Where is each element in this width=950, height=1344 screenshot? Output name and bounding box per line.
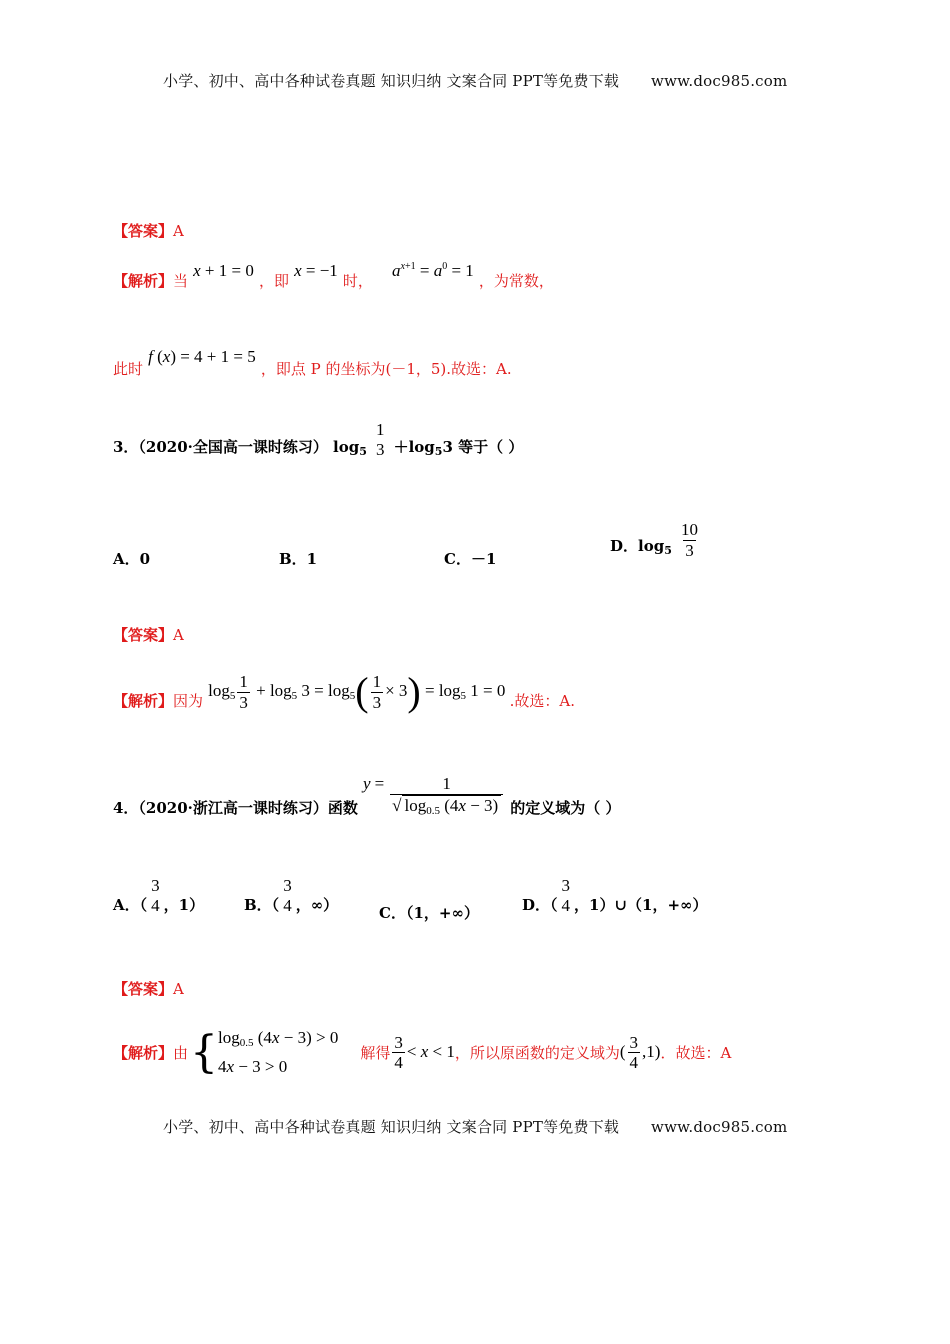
q4-inequality: $\frac{3}{4}$ < x < 1 (394, 1032, 455, 1073)
q4-answer (113, 978, 184, 999)
q3-option-a[interactable]: A．0 (113, 550, 151, 568)
header-url[interactable]: www.doc985.com (651, 72, 788, 90)
q4-option-d-label: D．（ (522, 896, 558, 915)
q4-option-d-tail: ，1）∪（1，+∞） (574, 896, 708, 915)
q2-analysis-line2 (113, 346, 512, 378)
text-yinwei: 因为 (173, 691, 204, 710)
q4-function: y = $\frac{1}{√ \log_{0.5} (4x - 3)}$ (363, 774, 505, 817)
q3-frac-1-3: 1 3 (375, 420, 385, 459)
q4-analysis: 【解析】 由 { $\log_{0.5} (4x - 3) > 0$ 4x − 3 > 0 解得 $\frac{3}{4}$ < x < 1 ，所以原函数的定义域为 ( $\frac{3}{4}$ ,1) ．故选：A (113, 1024, 731, 1082)
q3-log-term2: $+\log_53$ (393, 438, 459, 459)
equation-x-plus-1: x + 1 = 0 (193, 261, 254, 280)
page-footer (163, 1116, 787, 1137)
q3-option-d[interactable]: D．$\log_5$ $\frac{10}{3}$ (610, 520, 698, 560)
q3-frac-10-3: $\frac{10}{3}$ (680, 520, 698, 560)
analysis-label: 【解析】 (113, 691, 174, 710)
q3-option-b[interactable]: B．1 (279, 550, 318, 568)
analysis-label: 【解析】 (113, 1044, 174, 1063)
q4-option-c[interactable]: C．（1，+∞） (379, 904, 479, 922)
q3-stem (113, 420, 523, 459)
answer-value: A (173, 222, 184, 240)
q2-analysis-line1 (113, 261, 554, 291)
text-ji: ，即 (258, 272, 289, 290)
q3-equation: $\log_5$ $\frac{1}{3}$ + $\log_5 3 = \log_5$( $\frac{1}{3}$ × $3) = \log_5 1 = 0$ (208, 669, 510, 715)
q4-domain: ( $\frac{3}{4}$ ,1) (619, 1032, 661, 1073)
q4-option-a[interactable]: A．（ 3 4 ，1） (113, 876, 205, 915)
footer-url[interactable]: www.doc985.com (651, 1118, 788, 1136)
q3-analysis (113, 669, 576, 715)
q4-option-b-tail: ，∞） (295, 896, 339, 915)
equation-fx: f (x) = 4 + 1 = 5 (148, 347, 256, 366)
q4-system: $\log_{0.5} (4x - 3) > 0$ 4x − 3 > 0 (218, 1028, 339, 1076)
q3-option-c[interactable]: C．－1 (444, 550, 497, 568)
text-zuobiao: ，即点 P 的坐标为(－1，5).故选：A. (260, 360, 512, 378)
text-cishi: 此时 (113, 360, 144, 378)
q4-stem-prefix: 4．（2020·浙江高一课时练习）函数 (113, 798, 358, 817)
answer-label: 【答案】 (113, 980, 174, 998)
text-guxuan: .故选：A. (509, 691, 576, 710)
q3-stem-prefix: 3．（2020·全国高一课时练习） (113, 438, 328, 457)
text-guxuan: ．故选：A (660, 1044, 732, 1063)
q4-option-a-label: A．（ (113, 896, 148, 915)
answer-label: 【答案】 (113, 222, 174, 240)
q4-option-a-tail: ，1） (163, 896, 205, 915)
q3-option-d-label: D． (610, 536, 639, 555)
header-text: 小学、初中、高中各种试卷真题 知识归纳 文案合同 PPT等免费下载 (163, 72, 620, 90)
q4-option-d[interactable]: D．（ 3 4 ，1）∪（1，+∞） (522, 876, 708, 915)
analysis-label: 【解析】 (113, 272, 174, 290)
q3-log-term1: $\log_5$ (333, 438, 367, 459)
q4-option-b-label: B．（ (244, 896, 280, 915)
text-you: 由 (173, 1044, 189, 1063)
text-changshu: ，为常数， (478, 272, 554, 290)
text-dang: 当 (173, 272, 189, 290)
equation-x-eq-neg1: x = −1 (294, 261, 338, 280)
text-shi: 时， (342, 272, 373, 290)
answer-value: A (173, 626, 184, 644)
q3-answer (113, 624, 184, 645)
text-suoyi: ，所以原函数的定义域为 (454, 1044, 620, 1063)
q4-option-b[interactable]: B．（ 3 4 ，∞） (244, 876, 339, 915)
q3-stem-suffix: 等于（ ） (458, 438, 524, 457)
q4-stem (113, 774, 621, 817)
footer-text: 小学、初中、高中各种试卷真题 知识归纳 文案合同 PPT等免费下载 (163, 1118, 620, 1136)
equation-power: $a^{x+1} = a^0 = 1$ (392, 261, 474, 280)
text-jiede: 解得 (360, 1044, 391, 1063)
answer-value: A (173, 980, 184, 998)
page-header (163, 70, 787, 91)
q4-stem-suffix: 的定义域为（ ） (510, 798, 621, 817)
answer-label: 【答案】 (113, 626, 174, 644)
q2-answer (113, 220, 184, 241)
